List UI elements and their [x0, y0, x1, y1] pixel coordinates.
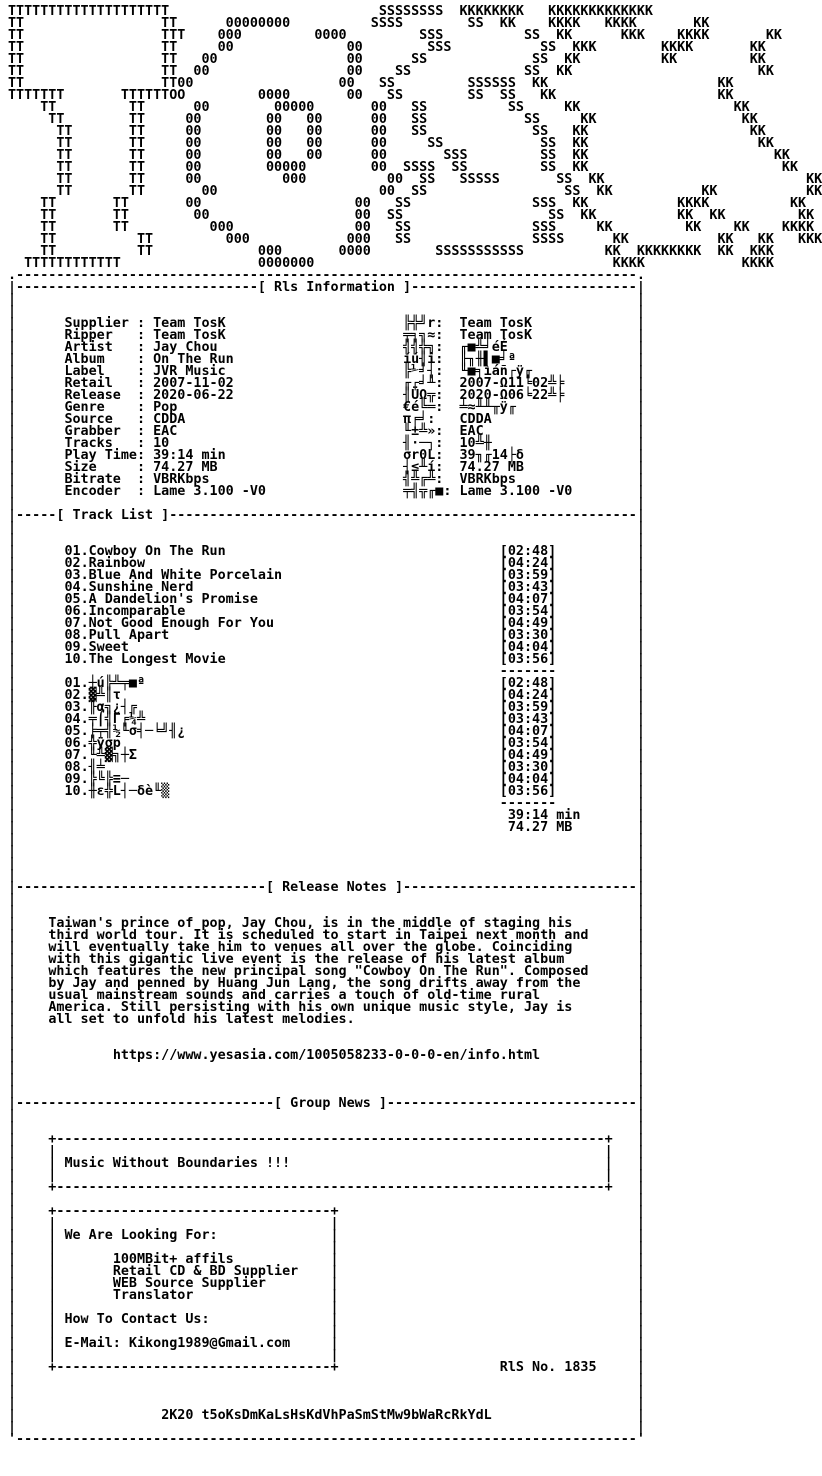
info-value-alt: ╓■╩╛éÉ — [459, 340, 508, 355]
track-time: [04:04] — [499, 772, 557, 787]
looking-item: Translator — [112, 1288, 194, 1303]
info-key: Release — [64, 388, 137, 403]
info-value: VBRKbps — [153, 472, 210, 487]
info-value: Jay Chou — [153, 340, 218, 355]
info-value: Lame 3.100 -V0 — [153, 484, 266, 499]
track-title: ▓╩║τ — [88, 688, 121, 703]
track-number: 02 — [64, 688, 81, 703]
info-value: Team TosK — [153, 316, 226, 331]
track-title: ╟α╗¿┤╔ — [88, 700, 137, 715]
info-value: 2020-06-22 — [153, 388, 234, 403]
track-number: 08 — [64, 760, 81, 775]
track-number: 02 — [64, 556, 81, 571]
total-size: 74.27 MB — [507, 820, 573, 835]
section-release-notes: [ Release Notes ] — [265, 880, 404, 895]
total-time: 39:14 min — [507, 808, 581, 823]
info-glyph: π╒╛: — [403, 412, 436, 427]
track-title: ╬ÿσp — [88, 736, 121, 751]
track-title: ┼ú╠╩╤■ª — [88, 676, 146, 691]
info-key: Source — [64, 412, 137, 427]
looking-title: We Are Looking For: — [64, 1228, 218, 1243]
track-time: [04:07] — [499, 724, 557, 739]
info-glyph: ╣╣╬╗: — [403, 340, 444, 355]
info-value: JVR Music — [153, 364, 226, 379]
info-key: Size — [64, 460, 137, 475]
info-value-alt: Lame 3.100 -V0 — [459, 484, 573, 499]
track-number: 01 — [64, 544, 81, 559]
info-value-alt: 10╩╫ — [459, 436, 492, 451]
track-title: ╙╩▓╗┼Σ — [88, 748, 137, 763]
track-time: [04:24] — [499, 556, 557, 571]
track-title: Rainbow — [88, 556, 146, 571]
track-title: ╫ε╬L┤─δè╙▒ — [88, 784, 170, 799]
nfo-text: TTTTTTTTTTTTTTTTTTTT SSSSSSSS KKKKKKKK KKKKKKKKKKKKK TT TT 00000000 SSSS SS KK KKKK KKKK KK TT TTT 000 0000 SSS SS KK KKK KKKK KK TT TT 00 00 SSS SS KKK KKKK KK TT TT 00 00 SS SS KK KK KK TT TT 00 00 SS SS KK KK TT TT00 00 SS SSSSSS KK KK TTTTTTT TTTTTTOO 0000 00 SS SS SS KK KK TT TT 00 00000 00 SS SS KK KK TT TT 00 00 00 00 SS SS KK KK TT TT 00 00 00 00 SS SS KK KK TT TT 00 00 00 00 SS SS KK KK TT TT 00 00 00 00 SSS SS KK KK TT TT 00 00000 00 SSSS SS SS KK KK TT TT 00 000 00 SS SSSSS SS KK KK TT TT 00 00 SS SS KK KK KK TT TT 00 00 SS SSS KK KKKK KK TT TT 00 00 SS SS KK KK KK KK TT TT 000 00 SS SSS KK KK KK KKKK TT TT 000 000 SS SSSS KK KK KK KKK TT TT 000 0000 SSSSSSSSSSS KK KKKKKKKK KK KKK TTTTTTTTTTTT 0000000 KKKK KKKK .-----------------------------------------------------------------------------. |------------------------------[ Rls Information ]----------------------------| | | | | | Supplier : Team TosK ╠╬╝r: Team TosK | | Ripper : Team TosK ╤╕╗≈: Team TosK | | Artist : Jay Chou ╣╣╬╗: ╓■╩╛éÉ | | Album : On The Run íú╢i: ╟╖╫▌■╛ª | | Label : JVR Music ╠⅟╛┤: ╙■╕ìáñ┌ÿ╓ | | Retail : 2007-11-02 ╓┌╛╨: 2007-Ω11╘02╩╞ | | Release : 2020-06-22 ╢ÜΩ╦: 2020-Ω06╘22╩╞ | | Genre : Pop €é╚═: ╧≈╨╨╥ÿ╓ | | Source : CDDA π╒╛: CDDA | | Grabber : EAC ╙±╩»: EAC | | Tracks : 10 ╢·─┐: 10╩╫ | | Play Time: 39:14 min σr0L: 39╖╓14├δ | | Size : 74.27 MB ┤≤╨í: 74.27 MB | | Bitrate : VBRKbps ╣╩╔╩: VBRKbps | | Encoder : Lame 3.100 -V0 ╤╣╦╓■: Lame 3.100 -V0 | | | |-----[ Track List ]----------------------------------------------------------| | | | | | 01.Cowboy On The Run [02:48] | | 02.Rainbow [04:24] | | 03.Blue And White Porcelain [03:59] | | 04.Sunshine Nerd [03:43] | | 05.A Dandelion's Promise [04:07] | | 06.Incomparable [03:54] | | 07.Not Good Enough For You [04:49] | | 08.Pull Apart [03:30] | | 09.Sweet [04:04] | | 10.The Longest Movie [03:56] | | ------- | | 01.┼ú╠╩╤■ª [02:48] | | 02.▓╩║τ [04:24] | | 03.╟α╗¿┤╔ [03:59] | | 04.╤⌠╣Γ╒¼╩ [03:43] | | 05.╞╤╣½╙σ╡─╘╝╢¿ [04:07] | | 06.╬ÿσp [03:54] | | 07.╙╩▓╗┼Σ [04:49] | | 08.╢╧ [03:30] | | 09.╠╚╠≡─ [04:04] | | 10.╫ε╬L┤─δè╙▒ [03:56] | | ------- | | 39:14 min | | 74.27 MB | | | | | | | | | |-------------------------------[ Release Notes ]-----------------------------| | | | | | Taiwan's prince of pop, Jay Chou, is in the middle of staging his | | third world tour. It is scheduled to start in Taipei next month and | | will eventually take him to venues all over the globe. Coinciding | | with this gigantic live event is the release of his latest album | | which features the new principal song "Cowboy On The Run". Composed | | by Jay and penned by Huang Jun Lang, the song drifts away from the | | usual mainstream sounds and carries a touch of old-time rural | | America. Still persisting with his own unique music style, Jay is | | all set to unfold his latest melodies. | | | | | | https://www.yesasia.com/1005058233-0-0-0-en/info.html | | | | | | | |--------------------------------[ Group News ]-------------------------------| | | | | | +--------------------------------------------------------------------+ | | | | | | | Music Without Boundaries !!! | | | | | | | +--------------------------------------------------------------------+ | | | | +----------------------------------+ | | | | | | | We Are Looking For: | | | | | | | | 100MBit+ affils | | | | Retail CD & BD Supplier | | | | WEB Source Supplier | | | | Translator | | | | | | | | How To Contact Us: | | | | | | | | E-Mail: Kikong1989@Gmail.com | | | | | | | +----------------------------------+ RlS No. 1835 | | | | | | | | 2K20 t5oKsDmKaLsHsKdVhPaSmStMw9bWaRcRkYdL | | | '-----------------------------------------------------------------------------' — [8, 4, 822, 1447]
footer-tag: 2K20 t5oKsDmKaLsHsKdVhPaSmStMw9bWaRcRkYdL — [161, 1408, 492, 1423]
info-value: 10 — [153, 436, 170, 451]
notes-line: with this gigantic live event is the release of his latest album — [48, 952, 565, 967]
info-key: Grabber — [64, 424, 137, 439]
info-value-alt: ╧≈╨╨╥ÿ╓ — [459, 400, 516, 415]
track-time: [03:54] — [499, 604, 557, 619]
info-glyph: ╣╩╔╩: — [403, 472, 444, 487]
info-value-alt: Team TosK — [459, 328, 533, 343]
track-time: [02:48] — [499, 676, 557, 691]
info-key: Artist — [64, 340, 137, 355]
track-time: [02:48] — [499, 544, 557, 559]
info-value-alt: CDDA — [459, 412, 492, 427]
info-value-alt: 39╖╓14├δ — [459, 448, 524, 463]
track-number: 06 — [64, 736, 81, 751]
notes-line: America. Still persisting with his own unique music style, Jay is — [48, 1000, 573, 1015]
track-title: Pull Apart — [88, 628, 170, 643]
email-line: E-Mail: Kikong1989@Gmail.com — [64, 1336, 291, 1351]
info-value: 74.27 MB — [153, 460, 218, 475]
info-key: Album — [64, 352, 137, 367]
track-time: [03:30] — [499, 628, 557, 643]
logo-art: TTTTTTTTTTTTTTTTTTTT SSSSSSSS KKKKKKKK KKKKKKKKKKKKK TT TT 00000000 SSSS SS KK KKKK KKKK KK TT TTT 000 0000 SSS SS KK KKK KKKK KK TT TT 00 00 SSS SS KKK KKKK KK TT TT 00 00 SS SS KK KK KK TT TT 00 00 SS SS KK KK TT TT00 00 SS SSSSSS KK KK TTTTTTT TTTTTTOO 0000 00 SS SS SS KK KK TT TT 00 00000 00 SS SS KK KK TT TT 00 00 00 00 SS SS KK KK TT TT 00 00 00 00 SS SS KK KK TT TT 00 00 00 00 SS SS KK KK TT TT 00 00 00 00 SSS SS KK KK TT TT 00 00000 00 SSSS SS SS KK KK TT TT 00 000 00 SS SSSSS SS KK KK TT TT 00 00 SS SS KK KK KK TT TT 00 00 SS SSS KK KKKK KK TT TT 00 00 SS SS KK KK KK KK TT TT 000 00 SS SSS KK KK KK KKKK TT TT 000 000 SS SSSS KK KK KK KKK TT TT 000 0000 SSSSSSSSSSS KK KKKKKKKK KK KKK TTTTTTTTTTTT 0000000 KKKK KKKK — [8, 4, 822, 271]
track-number: 05 — [64, 592, 81, 607]
track-title: ╠╚╠≡─ — [88, 772, 129, 787]
info-value: On The Run — [153, 352, 234, 367]
section-rls-info: [ Rls Information ] — [257, 280, 412, 295]
info-glyph: σr0L: — [403, 448, 444, 463]
track-time: [03:56] — [499, 784, 557, 799]
notes-line: third world tour. It is scheduled to start in Taipei next month and — [48, 928, 589, 943]
info-glyph: ╤╕╗≈: — [403, 328, 444, 343]
info-value: Pop — [153, 400, 178, 415]
notes-line: all set to unfold his latest melodies. — [48, 1012, 355, 1027]
track-title: Sweet — [88, 640, 129, 655]
track-number: 09 — [64, 640, 81, 655]
track-title: ╤⌠╣Γ╒¼╩ — [88, 712, 146, 727]
looking-item: WEB Source Supplier — [112, 1276, 266, 1291]
track-number: 09 — [64, 772, 81, 787]
info-value-alt: Team TosK — [459, 316, 533, 331]
track-number: 07 — [64, 748, 81, 763]
track-number: 10 — [64, 784, 81, 799]
notes-line: by Jay and penned by Huang Jun Lang, the song drifts away from the — [48, 976, 581, 991]
track-time: [03:56] — [499, 652, 557, 667]
info-glyph: ╢·─┐: — [403, 436, 444, 451]
info-value: Team TosK — [153, 328, 226, 343]
release-url: https://www.yesasia.com/1005058233-0-0-0-en/info.html — [112, 1048, 541, 1063]
info-key: Play Time — [64, 448, 137, 463]
track-title: ╢╧ — [88, 760, 105, 775]
track-title: Not Good Enough For You — [88, 616, 275, 631]
info-value-alt: VBRKbps — [459, 472, 516, 487]
track-number: 07 — [64, 616, 81, 631]
track-time: [04:24] — [499, 688, 557, 703]
track-time: [03:43] — [499, 712, 557, 727]
info-glyph: íú╢i: — [403, 352, 444, 367]
track-title: Incomparable — [88, 604, 186, 619]
notes-line: usual mainstream sounds and carries a touch of old-time rural — [48, 988, 541, 1003]
info-key: Encoder — [64, 484, 137, 499]
track-title: Sunshine Nerd — [88, 580, 194, 595]
notes-line: which features the new principal song "Cowboy On The Run". Composed — [48, 964, 589, 979]
track-title: Blue And White Porcelain — [88, 568, 283, 583]
info-glyph: ╢ÜΩ╦: — [403, 388, 444, 403]
info-glyph: ┤≤╨í: — [403, 460, 444, 475]
news-headline: Music Without Boundaries !!! — [64, 1156, 291, 1171]
info-value: CDDA — [153, 412, 186, 427]
info-value-alt: 2007-Ω11╘02╩╞ — [459, 376, 565, 391]
info-glyph: ╙±╩»: — [403, 424, 444, 439]
section-track-list: [ Track List ] — [56, 508, 170, 523]
info-value: EAC — [153, 424, 178, 439]
track-time: [04:49] — [499, 616, 557, 631]
track-rule: ------- — [499, 664, 557, 679]
track-number: 01 — [64, 676, 81, 691]
info-key: Retail — [64, 376, 137, 391]
track-number: 10 — [64, 652, 81, 667]
track-number: 08 — [64, 628, 81, 643]
looking-item: Retail CD & BD Supplier — [112, 1264, 299, 1279]
info-key: Genre — [64, 400, 137, 415]
track-time: [03:59] — [499, 568, 557, 583]
track-title: Cowboy On The Run — [88, 544, 226, 559]
track-time: [03:59] — [499, 700, 557, 715]
contact-title: How To Contact Us: — [64, 1312, 210, 1327]
track-number: 04 — [64, 712, 81, 727]
info-key: Label — [64, 364, 137, 379]
info-key: Bitrate — [64, 472, 137, 487]
info-value: 2007-11-02 — [153, 376, 234, 391]
info-value-alt: 74.27 MB — [459, 460, 524, 475]
looking-item: 100MBit+ affils — [112, 1252, 234, 1267]
info-value: 39:14 min — [153, 448, 226, 463]
track-time: [03:30] — [499, 760, 557, 775]
info-key: Ripper — [64, 328, 137, 343]
track-time: [03:54] — [499, 736, 557, 751]
info-value-alt: EAC — [459, 424, 484, 439]
section-group-news: [ Group News ] — [274, 1096, 387, 1111]
track-title: The Longest Movie — [88, 652, 226, 667]
track-number: 03 — [64, 568, 81, 583]
track-time: [04:49] — [499, 748, 557, 763]
info-glyph: €é╚═: — [403, 400, 444, 415]
info-glyph: ╠╬╝r: — [403, 316, 444, 331]
track-time: [03:43] — [499, 580, 557, 595]
info-glyph: ╤╣╦╓■: — [403, 484, 452, 499]
info-glyph: ╠⅟╛┤: — [403, 364, 444, 379]
info-key: Supplier — [64, 316, 137, 331]
track-number: 04 — [64, 580, 81, 595]
notes-line: will eventually take him to venues all over the globe. Coinciding — [48, 940, 573, 955]
rls-number: RlS No. 1835 — [499, 1360, 597, 1375]
info-value-alt: ╟╖╫▌■╛ª — [459, 352, 516, 367]
track-time: [04:07] — [499, 592, 557, 607]
info-glyph: ╓┌╛╨: — [403, 376, 444, 391]
track-number: 03 — [64, 700, 81, 715]
track-number: 06 — [64, 604, 81, 619]
notes-line: Taiwan's prince of pop, Jay Chou, is in the middle of staging his — [48, 916, 573, 931]
info-key: Tracks — [64, 436, 137, 451]
track-title: ╞╤╣½╙σ╡─╘╝╢¿ — [88, 724, 186, 739]
track-number: 05 — [64, 724, 81, 739]
info-value-alt: 2020-Ω06╘22╩╞ — [459, 388, 565, 403]
track-title: A Dandelion's Promise — [88, 592, 258, 607]
info-value-alt: ╙■╕ìáñ┌ÿ╓ — [459, 364, 533, 379]
track-rule: ------- — [499, 796, 557, 811]
track-time: [04:04] — [499, 640, 557, 655]
